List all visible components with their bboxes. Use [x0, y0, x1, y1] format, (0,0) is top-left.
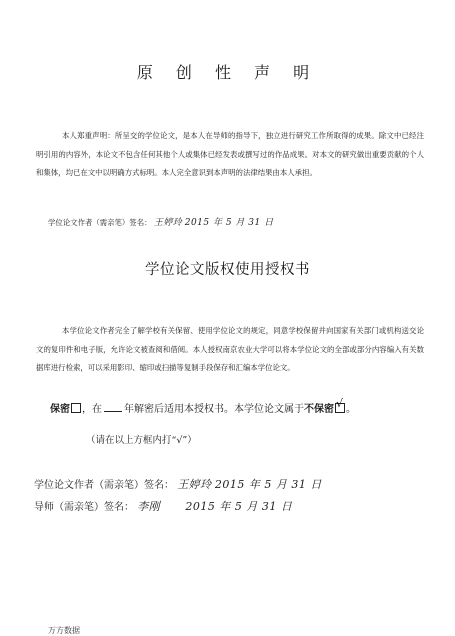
author-signature-line [34, 476, 322, 492]
declaration-signature-line [48, 217, 274, 229]
advisor-signature-line [34, 498, 292, 514]
declaration-title: 原 创 性 声 明 [136, 63, 319, 82]
advisor-sign-label: 导师（需亲笔）签名： [34, 502, 134, 513]
secret-years-blank [104, 402, 122, 412]
not-secret-checkbox[interactable] [335, 397, 345, 413]
declaration-body: 本人郑重声明：所呈交的学位论文，是本人在导师的指导下，独立进行研究工作所取得的成果。除文中已经注明引用的内容外，本论文不包含任何其他个人或集体已经发表或撰写过的作品成果。对本文的研究做出重要贡献的个人和集体，均已在文中以明确方式标明。本人完全意识到本声明的法律结果由本人承担。 [36, 131, 424, 177]
advisor-signature: 李刚 [137, 500, 161, 513]
advisor-date: 2015 年 5 月 31 日 [185, 500, 293, 513]
authorization-title: 学位论文版权使用授权书 [145, 262, 310, 278]
secret-years-text: 年解密后适用本授权书。本学位论文属于 [124, 404, 304, 415]
checkbox-instruction: （请在以上方框内打“√”） [86, 435, 197, 446]
secret-label: 保密 [50, 404, 70, 415]
confidentiality-line: 保密 ，在 年解密后适用本授权书。本学位论文属于不保密 √ 。 [50, 397, 356, 415]
check-mark: √ [336, 397, 344, 410]
declaration-date: 2015 年 5 月 31 日 [184, 218, 274, 228]
footer-watermark: 万方数据 [48, 626, 80, 635]
author-signature: 王婷玲 [177, 478, 212, 491]
secret-mid-text: ，在 [82, 404, 102, 415]
author-sign-label: 学位论文作者（需亲笔）签名： [34, 480, 174, 491]
declaration-signature: 王婷玲 [153, 218, 183, 228]
declaration-sign-label: 学位论文作者（需亲笔）签名： [48, 218, 152, 227]
author-date: 2015 年 5 月 31 日 [214, 478, 322, 491]
authorization-body: 本学位论文作者完全了解学校有关保留、使用学位论文的规定，同意学校保留并向国家有关部门或机构送交论文的复印件和电子版，允许论文被查阅和借阅。本人授权南京农业大学可以将本学位论文的全部或部分内容编入有关数据库进行检索，可以采用影印、缩印或扫描等复制手段保存和汇编本学位论文。 [36, 326, 424, 372]
secret-checkbox[interactable] [71, 403, 81, 413]
not-secret-label: 不保密 [304, 404, 334, 415]
